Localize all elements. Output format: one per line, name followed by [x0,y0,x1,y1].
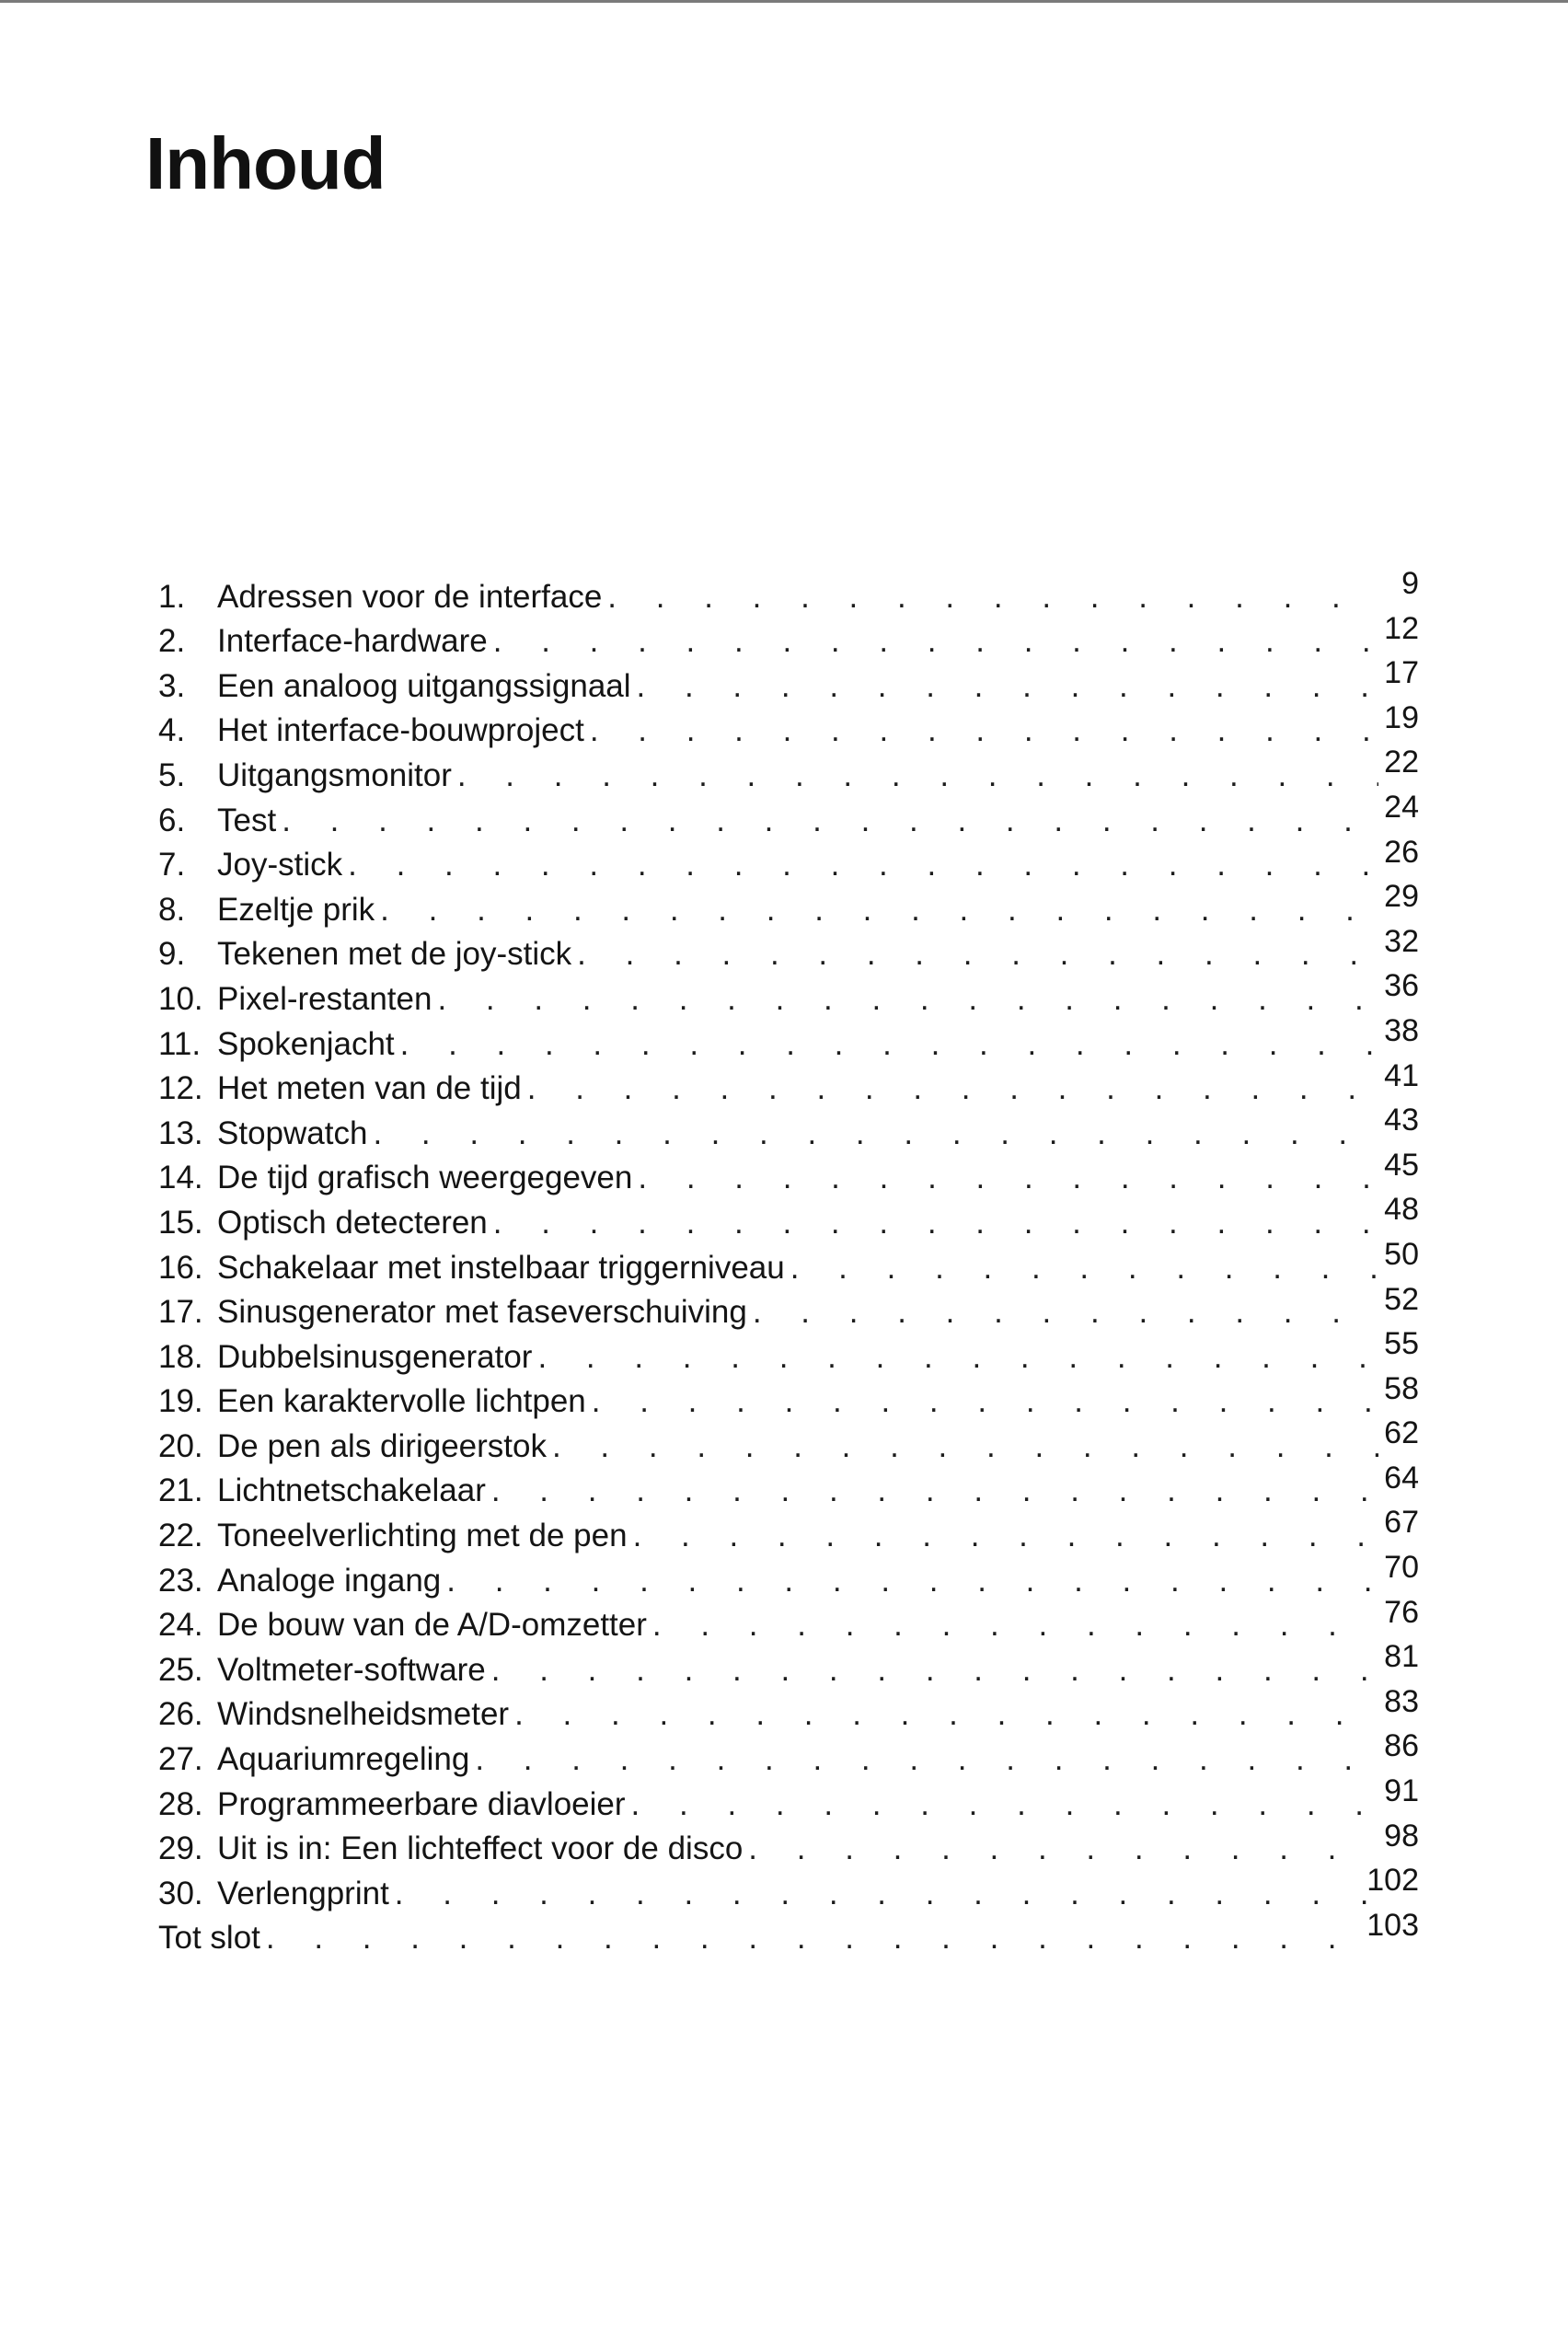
entry-number: 12. [158,1070,203,1107]
entry-number: 30. [158,1875,203,1911]
dot-leader [753,1296,1378,1332]
entry-page-number: 103 [1366,1907,1419,1943]
dot-leader [790,1252,1378,1287]
entry-page-number: 55 [1384,1326,1419,1362]
toc-entry [158,1326,1419,1377]
entry-page-number: 32 [1384,923,1419,959]
table-of-contents [158,566,1419,1957]
entry-title: Het meten van de tijd [217,1070,522,1107]
entry-title: Dubbelsinusgenerator [217,1338,533,1375]
toc-entry [158,610,1419,662]
entry-page-number: 58 [1384,1370,1419,1406]
entry-page-number: 9 [1401,566,1419,601]
entry-title: Windsnelheidsmeter [217,1696,510,1733]
entry-number: 4. [158,712,186,749]
entry-page-number: 43 [1384,1103,1419,1138]
dot-leader [638,1161,1378,1197]
entry-page-number: 76 [1384,1594,1419,1630]
entry-title: Toneelverlichting met de pen [217,1518,628,1554]
entry-page-number: 102 [1366,1863,1419,1899]
entry-title: Adressen voor de interface [217,578,603,615]
entry-title: Programmeerbare diavloeier [217,1785,626,1822]
dot-leader [537,1341,1378,1377]
dot-leader [446,1565,1378,1600]
entry-page-number: 41 [1384,1057,1419,1093]
dot-leader [266,1922,1378,1957]
dot-leader [527,1072,1378,1108]
entry-title: Pixel-restanten [217,980,432,1017]
toc-entry [158,1460,1419,1511]
entry-number: 29. [158,1830,203,1867]
toc-entry [158,1192,1419,1242]
dot-leader [457,759,1378,795]
entry-number: 7. [158,847,186,883]
entry-title: Interface-hardware [217,623,488,660]
entry-number: 26. [158,1696,203,1733]
dot-leader [552,1430,1378,1466]
entry-page-number: 98 [1384,1818,1419,1853]
entry-title: Uit is in: Een lichteffect voor de disco [217,1830,744,1867]
toc-entry [158,1683,1419,1735]
entry-number: 11. [158,1025,202,1062]
entry-number: 15. [158,1204,203,1241]
toc-entry-closing [158,1907,1419,1958]
toc-entry [158,923,1419,975]
entry-number: 23. [158,1562,203,1599]
entry-number: 9. [158,936,186,973]
entry-title: Analoge ingang [217,1562,442,1599]
dot-leader [437,983,1378,1019]
entry-number: 13. [158,1114,203,1151]
entry-page-number: 62 [1384,1415,1419,1451]
toc-entry [158,745,1419,795]
toc-entry [158,1594,1419,1645]
top-rule [0,0,1568,3]
entry-title: Test [217,802,277,838]
entry-page-number: 22 [1384,745,1419,780]
toc-entry [158,879,1419,930]
entry-title: Ezeltje prik [217,891,375,928]
entry-page-number: 81 [1384,1639,1419,1675]
entry-page-number: 52 [1384,1281,1419,1317]
entry-title: Tot slot [158,1920,260,1957]
entry-number: 25. [158,1651,203,1688]
entry-title: Joy-stick [217,847,343,883]
entry-page-number: 91 [1384,1773,1419,1809]
toc-entry [158,1550,1419,1600]
entry-title: Schakelaar met instelbaar triggerniveau [217,1249,785,1286]
entry-title: Verlengprint [217,1875,389,1911]
entry-number: 22. [158,1518,203,1554]
toc-entry [158,1281,1419,1333]
entry-title: Stopwatch [217,1114,368,1151]
entry-title: Het interface-bouwproject [217,712,584,749]
toc-entry [158,1415,1419,1466]
entry-page-number: 86 [1384,1728,1419,1764]
entry-page-number: 67 [1384,1505,1419,1541]
dot-leader [348,849,1378,884]
toc-entry [158,834,1419,885]
dot-leader [631,1788,1378,1824]
toc-entry [158,968,1419,1019]
dot-leader [592,1385,1378,1421]
entry-number: 21. [158,1472,203,1509]
toc-entry [158,1147,1419,1198]
entry-title: Optisch detecteren [217,1204,488,1241]
dot-leader [607,581,1378,617]
entry-page-number: 83 [1384,1683,1419,1719]
entry-title: De pen als dirigeerstok [217,1427,547,1464]
entry-number: 10. [158,980,203,1017]
dot-leader [514,1698,1378,1734]
dot-leader [282,804,1378,840]
entry-page-number: 19 [1384,699,1419,735]
entry-page-number: 12 [1384,610,1419,646]
entry-number: 2. [158,623,186,660]
toc-entry [158,1012,1419,1064]
entry-title: Lichtnetschakelaar [217,1472,486,1509]
dot-leader [637,670,1378,706]
dot-leader [577,938,1378,974]
entry-number: 18. [158,1338,203,1375]
toc-entry [158,1505,1419,1555]
dot-leader [380,894,1378,930]
entry-title: De bouw van de A/D-omzetter [217,1607,647,1644]
entry-number: 16. [158,1249,203,1286]
dot-leader [748,1832,1378,1868]
dot-leader [491,1474,1378,1510]
toc-entry [158,1818,1419,1869]
entry-title: Een analoog uitgangssignaal [217,667,631,704]
entry-number: 1. [158,578,186,615]
toc-entry [158,655,1419,706]
dot-leader [590,714,1378,750]
dot-leader [493,1207,1378,1242]
entry-title: De tijd grafisch weergegeven [217,1160,633,1196]
dot-leader [633,1519,1378,1555]
entry-number: 17. [158,1294,203,1331]
entry-number: 19. [158,1383,203,1420]
entry-title: Tekenen met de joy-stick [217,936,572,973]
toc-entry [158,789,1419,840]
entry-page-number: 50 [1384,1236,1419,1272]
toc-entry [158,1728,1419,1779]
entry-title: Sinusgenerator met faseverschuiving [217,1294,747,1331]
entry-page-number: 17 [1384,655,1419,691]
entry-number: 3. [158,667,186,704]
dot-leader [475,1743,1378,1779]
entry-number: 5. [158,756,186,793]
entry-page-number: 24 [1384,789,1419,825]
entry-title: Een karaktervolle lichtpen [217,1383,586,1420]
entry-page-number: 36 [1384,968,1419,1004]
toc-entry [158,1057,1419,1109]
entry-number: 28. [158,1785,203,1822]
dot-leader [493,625,1378,661]
toc-entry [158,1773,1419,1824]
dot-leader [373,1117,1378,1153]
dot-leader [491,1654,1378,1690]
dot-leader [395,1877,1378,1913]
entry-number: 20. [158,1427,203,1464]
entry-page-number: 29 [1384,879,1419,915]
dot-leader [652,1609,1378,1645]
entry-page-number: 48 [1384,1192,1419,1228]
page-title: Inhoud [145,122,386,204]
toc-entry [158,1370,1419,1422]
entry-number: 27. [158,1741,203,1778]
entry-number: 8. [158,891,186,928]
toc-entry [158,1639,1419,1690]
entry-page-number: 38 [1384,1012,1419,1048]
dot-leader [400,1028,1378,1064]
entry-page-number: 45 [1384,1147,1419,1183]
entry-title: Aquariumregeling [217,1741,470,1778]
toc-entry [158,1103,1419,1153]
entry-title: Spokenjacht [217,1025,395,1062]
entry-number: 24. [158,1607,203,1644]
toc-entry [158,566,1419,617]
entry-title: Uitgangsmonitor [217,756,452,793]
entry-page-number: 70 [1384,1550,1419,1586]
toc-entry [158,699,1419,751]
entry-page-number: 26 [1384,834,1419,870]
entry-page-number: 64 [1384,1460,1419,1495]
entry-number: 14. [158,1160,203,1196]
entry-number: 6. [158,802,186,838]
toc-entry [158,1236,1419,1287]
toc-entry [158,1863,1419,1913]
entry-title: Voltmeter-software [217,1651,486,1688]
